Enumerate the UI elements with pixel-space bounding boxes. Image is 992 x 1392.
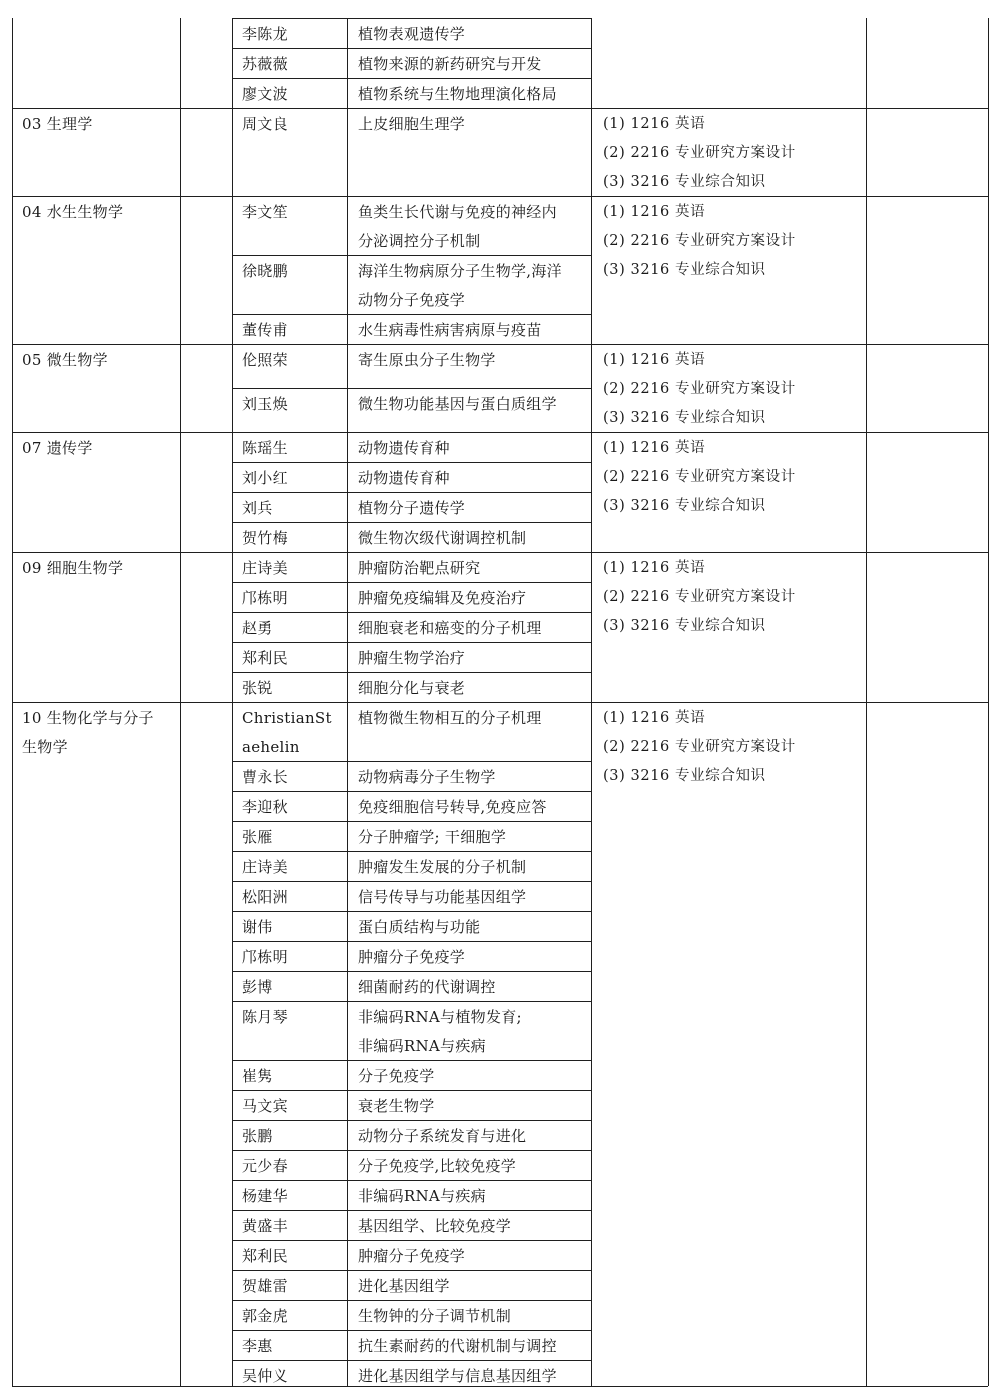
advisor-name — [242, 1302, 343, 1331]
advisor-name — [242, 1092, 343, 1121]
exam-subjects — [603, 198, 862, 285]
row-divider — [232, 1300, 591, 1301]
advisor-name-line: 刘玉焕 — [242, 395, 288, 413]
advisor-name — [242, 1122, 343, 1151]
row-divider — [12, 108, 988, 109]
advisor-name-line: 陈月琴 — [242, 1008, 288, 1026]
research-topic — [358, 763, 588, 792]
research-topic — [358, 1212, 588, 1241]
research-topic-line: 细菌耐药的代谢调控 — [358, 978, 496, 996]
research-topic-line: 肿瘤分子免疫学 — [358, 948, 466, 966]
research-topic-line: 植物微生物相互的分子机理 — [358, 709, 542, 727]
advisor-name — [242, 614, 343, 643]
research-topic-line: 进化基因组学与信息基因组学 — [358, 1367, 557, 1385]
exam-subjects-line: (2) 2216 专业研究方案设计 — [603, 145, 796, 161]
row-divider — [232, 388, 591, 389]
advisor-name — [242, 50, 343, 79]
advisor-name — [242, 524, 343, 553]
research-topic-line: 肿瘤生物学治疗 — [358, 649, 466, 667]
research-topic — [358, 644, 588, 673]
row-divider — [12, 552, 988, 553]
advisor-name — [242, 1212, 343, 1241]
research-topic-line: 细胞衰老和癌变的分子机理 — [358, 619, 542, 637]
research-topic — [358, 316, 588, 345]
advisor-name-line: 张鹏 — [242, 1127, 273, 1145]
research-topic — [358, 584, 588, 613]
exam-subjects-line: (1) 1216 英语 — [603, 560, 706, 576]
research-topic-line: 肿瘤免疫编辑及免疫治疗 — [358, 589, 527, 607]
exam-subjects-line: (1) 1216 英语 — [603, 440, 706, 456]
exam-subjects — [603, 346, 862, 433]
advisor-name-line: 邝栋明 — [242, 948, 288, 966]
row-divider — [232, 612, 591, 613]
research-topic-line: 衰老生物学 — [358, 1097, 435, 1115]
row-divider — [232, 582, 591, 583]
research-topic-line: 鱼类生长代谢与免疫的神经内 — [358, 203, 557, 221]
exam-subjects-line: (2) 2216 专业研究方案设计 — [603, 469, 796, 485]
row-divider — [232, 1001, 591, 1002]
research-topic — [358, 1332, 588, 1361]
row-divider — [232, 642, 591, 643]
research-topic-line: 动物病毒分子生物学 — [358, 768, 496, 786]
advisor-name-line: 李陈龙 — [242, 25, 288, 43]
row-divider — [232, 255, 591, 256]
research-topic — [358, 80, 588, 109]
research-topic-line: 动物遗传育种 — [358, 439, 450, 457]
research-topic — [358, 1062, 588, 1091]
research-topic-line: 肿瘤防治靶点研究 — [358, 559, 481, 577]
row-divider — [232, 971, 591, 972]
advisor-name-line: 董传甫 — [242, 321, 288, 339]
row-divider — [232, 462, 591, 463]
advisor-name — [242, 1242, 343, 1271]
research-topic-line: 植物来源的新药研究与开发 — [358, 55, 542, 73]
row-divider — [12, 702, 988, 703]
advisor-name-line: 贺雄雷 — [242, 1277, 288, 1295]
advisor-name-line: 张雁 — [242, 828, 273, 846]
specialty-name-line: 10 生物化学与分子 — [22, 709, 154, 727]
advisor-name — [242, 1362, 343, 1391]
exam-subjects-line: (3) 3216 专业综合知识 — [603, 174, 766, 190]
exam-subjects — [603, 704, 862, 791]
row-divider — [232, 761, 591, 762]
research-topic — [358, 434, 588, 463]
row-divider — [232, 941, 591, 942]
advisor-name — [242, 110, 343, 139]
advisor-name — [242, 1152, 343, 1181]
research-topic-line: 植物表观遗传学 — [358, 25, 466, 43]
advisor-name-line: 伦照荣 — [242, 351, 288, 369]
advisor-name-line: 刘兵 — [242, 499, 273, 517]
advisor-name-line: 吴仲义 — [242, 1367, 288, 1385]
research-topic — [358, 1092, 588, 1121]
research-topic-line: 生物钟的分子调节机制 — [358, 1307, 512, 1325]
research-topic — [358, 853, 588, 882]
exam-subjects-line: (1) 1216 英语 — [603, 116, 706, 132]
row-divider — [232, 1360, 591, 1361]
exam-subjects-line: (3) 3216 专业综合知识 — [603, 262, 766, 278]
advisor-name-line: 李惠 — [242, 1337, 273, 1355]
advisor-name — [242, 913, 343, 942]
research-topic — [358, 823, 588, 852]
research-topic-line: 肿瘤发生发展的分子机制 — [358, 858, 527, 876]
advisor-name-line: 松阳洲 — [242, 888, 288, 906]
research-topic — [358, 198, 588, 256]
advisor-name — [242, 644, 343, 673]
advisor-name-line: 郑利民 — [242, 1247, 288, 1265]
research-topic-line: 进化基因组学 — [358, 1277, 450, 1295]
exam-subjects-line: (3) 3216 专业综合知识 — [603, 768, 766, 784]
research-topic-line: 分子免疫学 — [358, 1067, 435, 1085]
advisor-name — [242, 316, 343, 345]
advisor-name-line: 曹永长 — [242, 768, 288, 786]
research-topic — [358, 554, 588, 583]
advisor-name-line: 马文宾 — [242, 1097, 288, 1115]
specialty-name — [22, 110, 176, 139]
advisor-name — [242, 853, 343, 882]
advisor-name-line: 郑利民 — [242, 649, 288, 667]
advisor-name — [242, 793, 343, 822]
advisor-name — [242, 257, 343, 286]
advisor-name-line: 元少春 — [242, 1157, 288, 1175]
research-topic-line: 非编码RNA与植物发育; — [358, 1008, 522, 1026]
exam-subjects-line: (2) 2216 专业研究方案设计 — [603, 233, 796, 249]
row-divider — [232, 78, 591, 79]
exam-subjects — [603, 434, 862, 521]
row-divider — [232, 18, 591, 19]
row-divider — [232, 881, 591, 882]
row-divider — [232, 791, 591, 792]
research-topic — [358, 674, 588, 703]
exam-subjects-line: (3) 3216 专业综合知识 — [603, 618, 766, 634]
research-topic-line: 水生病毒性病害病原与疫苗 — [358, 321, 542, 339]
row-divider — [12, 196, 988, 197]
advisor-name-line: 崔隽 — [242, 1067, 273, 1085]
advisor-name-line: 庄诗美 — [242, 858, 288, 876]
research-topic-line: 微生物功能基因与蛋白质组学 — [358, 395, 557, 413]
advisor-name-line: 陈瑶生 — [242, 439, 288, 457]
research-topic-line: 分子免疫学,比较免疫学 — [358, 1157, 517, 1175]
specialty-name — [22, 434, 176, 463]
advisor-name-line: 谢伟 — [242, 918, 273, 936]
row-divider — [232, 672, 591, 673]
advisor-name-line: 李迎秋 — [242, 798, 288, 816]
advisor-name-line: 郭金虎 — [242, 1307, 288, 1325]
row-divider — [12, 432, 988, 433]
row-divider — [232, 1090, 591, 1091]
research-topic — [358, 390, 588, 419]
research-topic — [358, 704, 588, 733]
advisor-name — [242, 434, 343, 463]
advisor-name — [242, 1332, 343, 1361]
research-topic-line: 植物系统与生物地理演化格局 — [358, 85, 557, 103]
research-topic-line: 分泌调控分子机制 — [358, 232, 481, 250]
research-topic-line: 海洋生物病原分子生物学,海洋 — [358, 262, 562, 280]
advisor-name-line: 刘小红 — [242, 469, 288, 487]
exam-subjects-line: (1) 1216 英语 — [603, 710, 706, 726]
specialty-name-line: 07 遗传学 — [22, 439, 93, 457]
advisor-name-line: 张锐 — [242, 679, 273, 697]
advisor-name-line: 廖文波 — [242, 85, 288, 103]
research-topic — [358, 883, 588, 912]
research-topic — [358, 1272, 588, 1301]
exam-subjects-line: (3) 3216 专业综合知识 — [603, 410, 766, 426]
row-divider — [12, 344, 988, 345]
exam-subjects-line: (2) 2216 专业研究方案设计 — [603, 589, 796, 605]
advisor-name-line: 黄盛丰 — [242, 1217, 288, 1235]
advisor-name-line: 庄诗美 — [242, 559, 288, 577]
advisor-name — [242, 823, 343, 852]
advisor-name — [242, 346, 343, 375]
row-divider — [232, 1210, 591, 1211]
advisor-name — [242, 1062, 343, 1091]
row-divider — [232, 48, 591, 49]
advisor-name — [242, 80, 343, 109]
advisor-name — [242, 20, 343, 49]
row-divider — [232, 314, 591, 315]
row-divider — [232, 1270, 591, 1271]
exam-subjects — [603, 554, 862, 641]
research-topic-line: 动物分子系统发育与进化 — [358, 1127, 527, 1145]
research-topic — [358, 1152, 588, 1181]
specialty-name — [22, 198, 176, 227]
advisor-name-line: 杨建华 — [242, 1187, 288, 1205]
advisor-name-line: 赵勇 — [242, 619, 273, 637]
advisor-name-line: 彭博 — [242, 978, 273, 996]
advisor-name-line: aehelin — [242, 738, 300, 756]
research-topic-line: 免疫细胞信号转导,免疫应答 — [358, 798, 547, 816]
row-divider — [232, 1180, 591, 1181]
advisor-name — [242, 943, 343, 972]
research-topic — [358, 1302, 588, 1331]
row-divider — [232, 522, 591, 523]
advisor-name — [242, 763, 343, 792]
advisor-name-line: 贺竹梅 — [242, 529, 288, 547]
research-topic-line: 非编码RNA与疾病 — [358, 1187, 486, 1205]
advisor-name-line: 邝栋明 — [242, 589, 288, 607]
advisor-name — [242, 883, 343, 912]
research-topic — [358, 1182, 588, 1211]
research-topic — [358, 524, 588, 553]
research-topic — [358, 494, 588, 523]
advisor-name-line: 李文笙 — [242, 203, 288, 221]
row-divider — [232, 1150, 591, 1151]
research-topic — [358, 110, 588, 139]
research-topic-line: 植物分子遗传学 — [358, 499, 466, 517]
advisor-name — [242, 390, 343, 419]
research-topic-line: 肿瘤分子免疫学 — [358, 1247, 466, 1265]
specialty-name-line: 04 水生生物学 — [22, 203, 124, 221]
research-topic-line: 动物分子免疫学 — [358, 291, 466, 309]
research-topic-line: 分子肿瘤学; 干细胞学 — [358, 828, 507, 846]
exam-subjects-line: (1) 1216 英语 — [603, 352, 706, 368]
advisor-name — [242, 554, 343, 583]
row-divider — [232, 911, 591, 912]
research-topic-line: 蛋白质结构与功能 — [358, 918, 481, 936]
row-divider — [232, 821, 591, 822]
specialty-name — [22, 346, 176, 375]
research-topic-line: 细胞分化与衰老 — [358, 679, 466, 697]
advisor-name — [242, 1003, 343, 1032]
advisor-name — [242, 674, 343, 703]
research-topic-line: 基因组学、比较免疫学 — [358, 1217, 512, 1235]
research-topic-line: 信号传导与功能基因组学 — [358, 888, 527, 906]
research-topic — [358, 1242, 588, 1271]
advisor-name-line: 周文良 — [242, 115, 288, 133]
research-topic — [358, 943, 588, 972]
advisor-name — [242, 494, 343, 523]
specialty-name-line: 03 生理学 — [22, 115, 93, 133]
advisor-name-line: 苏薇薇 — [242, 55, 288, 73]
research-topic — [358, 20, 588, 49]
row-divider — [232, 1060, 591, 1061]
specialty-name — [22, 704, 176, 762]
specialty-name-line: 05 微生物学 — [22, 351, 108, 369]
row-divider — [232, 1240, 591, 1241]
research-topic-line: 上皮细胞生理学 — [358, 115, 466, 133]
exam-subjects-line: (1) 1216 英语 — [603, 204, 706, 220]
research-topic-line: 微生物次级代谢调控机制 — [358, 529, 527, 547]
research-topic — [358, 346, 588, 375]
advisor-name-line: 徐晓鹏 — [242, 262, 288, 280]
specialty-name-line: 09 细胞生物学 — [22, 559, 124, 577]
research-topic — [358, 1122, 588, 1151]
research-topic — [358, 973, 588, 1002]
research-topic — [358, 614, 588, 643]
specialty-name-line: 生物学 — [22, 738, 68, 756]
specialty-name — [22, 554, 176, 583]
research-topic-line: 非编码RNA与疾病 — [358, 1037, 486, 1055]
column-divider — [988, 18, 989, 1386]
research-topic-line: 动物遗传育种 — [358, 469, 450, 487]
exam-subjects — [603, 110, 862, 197]
research-topic — [358, 257, 588, 315]
row-divider — [232, 1330, 591, 1331]
row-divider — [232, 1120, 591, 1121]
advisor-name — [242, 1182, 343, 1211]
research-topic — [358, 464, 588, 493]
advisor-name — [242, 584, 343, 613]
advisor-name-line: ChristianSt — [242, 709, 332, 727]
exam-subjects-line: (2) 2216 专业研究方案设计 — [603, 381, 796, 397]
research-topic — [358, 913, 588, 942]
research-topic-line: 抗生素耐药的代谢机制与调控 — [358, 1337, 557, 1355]
research-topic — [358, 1362, 588, 1391]
advisor-name — [242, 464, 343, 493]
research-topic-line: 寄生原虫分子生物学 — [358, 351, 496, 369]
research-topic — [358, 1003, 588, 1061]
row-divider — [232, 492, 591, 493]
advisor-name — [242, 1272, 343, 1301]
row-divider — [232, 851, 591, 852]
advisor-name — [242, 973, 343, 1002]
research-topic — [358, 50, 588, 79]
exam-subjects-line: (3) 3216 专业综合知识 — [603, 498, 766, 514]
exam-subjects-line: (2) 2216 专业研究方案设计 — [603, 739, 796, 755]
advisor-name — [242, 704, 343, 762]
research-topic — [358, 793, 588, 822]
advisor-name — [242, 198, 343, 227]
